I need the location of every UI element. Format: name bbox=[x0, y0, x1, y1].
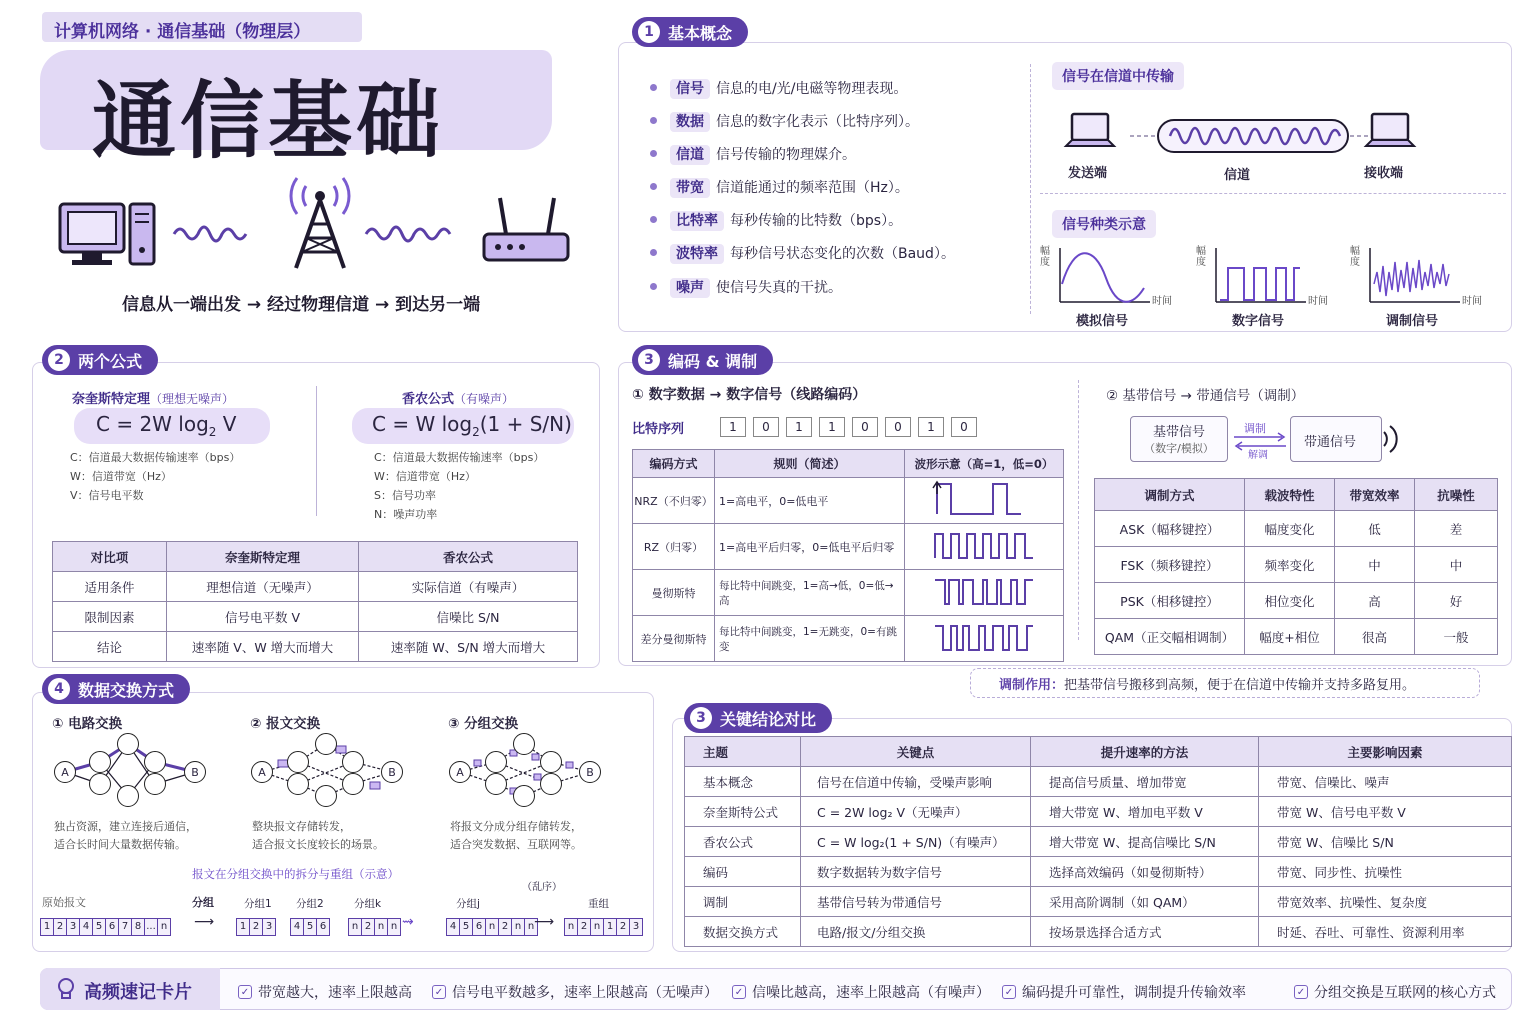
node bbox=[485, 751, 507, 773]
circuit-desc: 适合长时间大量数据传输。 bbox=[54, 838, 186, 851]
table-header: 编码方式 bbox=[633, 450, 715, 478]
modulation-note-key: 调制作用： bbox=[999, 677, 1065, 693]
node bbox=[287, 751, 309, 773]
modulated-amp-label: 幅度 bbox=[1350, 246, 1360, 268]
nyquist-var: C：信道最大数据传输速率（bps） bbox=[70, 451, 241, 464]
group2: 4 5 6 bbox=[290, 914, 329, 936]
modulated-signal-chart bbox=[1370, 248, 1460, 302]
transfer-arrow: ⇝ bbox=[402, 914, 414, 930]
table-row: 编码 数字数据转为数字信号 选择高效编码（如曼彻斯特） 带宽、同步性、抗噪性 bbox=[685, 857, 1512, 887]
node bbox=[144, 773, 166, 795]
table-header: 对比项 bbox=[53, 542, 167, 572]
memo-item: ✓ 分组交换是互联网的核心方式 bbox=[1294, 982, 1496, 1002]
digital-time-label: 时间 bbox=[1308, 296, 1328, 307]
check-icon: ✓ bbox=[238, 985, 252, 999]
recombine-label: 重组 bbox=[588, 898, 609, 910]
analog-signal-chart bbox=[1060, 248, 1150, 302]
modulate-arrow-bottom: 解调 bbox=[1248, 450, 1268, 461]
conclusion-table bbox=[684, 736, 1512, 947]
table-row: PSK（相移键控） 相位变化 高 好 bbox=[1095, 583, 1498, 619]
node-a: A bbox=[54, 761, 76, 783]
group2-label: 分组2 bbox=[296, 898, 324, 910]
check-icon: ✓ bbox=[432, 985, 446, 999]
section-4-tag: 4 数据交换方式 bbox=[42, 674, 190, 704]
nyquist-var: W：信道带宽（Hz） bbox=[70, 470, 172, 483]
section-5-tag: 3 关键结论对比 bbox=[684, 703, 832, 733]
table-row: 结论 速率随 V、W 增大而增大 速率随 W、S/N 增大而增大 bbox=[53, 632, 578, 662]
modulated-signal-label: 调制信号 bbox=[1386, 314, 1439, 329]
split-label: 分组 bbox=[192, 896, 214, 909]
table-header: 主题 bbox=[685, 737, 801, 767]
nrz-waveform bbox=[905, 478, 1064, 524]
bit-cell: 0 bbox=[951, 417, 977, 437]
bit-cell: 0 bbox=[885, 417, 911, 437]
rz-waveform bbox=[905, 524, 1064, 570]
node-a: A bbox=[449, 761, 471, 783]
node bbox=[89, 751, 111, 773]
shannon-formula: C = W $\log_2(1 + S/N)$ bbox=[372, 412, 572, 439]
line-coding-title: ① 数字数据 → 数字信号（线路编码） bbox=[632, 387, 867, 403]
lightbulb-icon bbox=[54, 976, 78, 1002]
orig-message: 1 2 3 4 5 6 7 8 ... n bbox=[40, 914, 170, 936]
table-header: 调制方式 bbox=[1095, 479, 1245, 511]
section-2-tag: 2 两个公式 bbox=[42, 345, 158, 375]
table-row: QAM（正交幅相调制） 幅度+相位 很高 一般 bbox=[1095, 619, 1498, 655]
transmission-title: 信号在信道中传输 bbox=[1052, 62, 1184, 90]
modulation-note bbox=[970, 668, 1480, 698]
group1: 1 2 3 bbox=[236, 914, 275, 936]
table-row: 曼彻斯特 每比特中间跳变，1=高→低，0=低→高 bbox=[633, 570, 1064, 616]
bit-cell: 1 bbox=[786, 417, 812, 437]
bit-cell: 1 bbox=[720, 417, 746, 437]
node bbox=[485, 773, 507, 795]
receiver-label: 接收端 bbox=[1364, 166, 1404, 181]
laptop-icon bbox=[1066, 114, 1114, 146]
baseband-label: 基带信号 bbox=[1152, 425, 1205, 440]
node bbox=[117, 733, 139, 755]
router-icon bbox=[484, 198, 568, 260]
analog-amp-label: 幅度 bbox=[1040, 246, 1050, 268]
table-row: RZ（归零） 1=高电平后归零，0=低电平后归零 bbox=[633, 524, 1064, 570]
shannon-var: C：信道最大数据传输速率（bps） bbox=[374, 451, 545, 464]
channel-label: 信道 bbox=[1224, 168, 1251, 183]
bandpass-label: 带通信号 bbox=[1304, 435, 1357, 450]
table-header: 抗噪性 bbox=[1415, 479, 1498, 511]
baseband-box bbox=[1130, 416, 1228, 462]
table-row: FSK（频移键控） 频率变化 中 中 bbox=[1095, 547, 1498, 583]
groupj: 4 5 6 n 2 n n bbox=[446, 914, 537, 936]
check-icon: ✓ bbox=[732, 985, 746, 999]
bit-cell: 0 bbox=[753, 417, 779, 437]
circuit-desc: 独占资源，建立连接后通信， bbox=[54, 820, 197, 833]
digital-amp-label: 幅度 bbox=[1196, 246, 1206, 268]
memo-item: ✓ 信噪比越高，速率上限越高（有噪声） bbox=[732, 982, 990, 1002]
coding-modulation-divider bbox=[1078, 380, 1079, 640]
split-arrow: ⟶ bbox=[194, 914, 215, 930]
formula-compare-table bbox=[52, 541, 578, 662]
check-icon: ✓ bbox=[1294, 985, 1308, 999]
node bbox=[287, 773, 309, 795]
table-row: NRZ（不归零） 1=高电平，0=低电平 bbox=[633, 478, 1064, 524]
table-row: 调制 基带信号转为带通信号 采用高阶调制（如 QAM） 带宽效率、抗噪性、复杂度 bbox=[685, 887, 1512, 917]
page-title: 通信基础 bbox=[92, 72, 445, 170]
nyquist-title: 奈奎斯特定理 bbox=[72, 392, 151, 407]
digital-signal-label: 数字信号 bbox=[1232, 314, 1285, 329]
table-row: 限制因素 信号电平数 V 信噪比 S/N bbox=[53, 602, 578, 632]
shannon-title-row bbox=[402, 388, 514, 407]
table-row: 差分曼彻斯特 每比特中间跳变，1=无跳变，0=有跳变 bbox=[633, 616, 1064, 662]
analog-signal-label: 模拟信号 bbox=[1076, 314, 1129, 329]
group1-label: 分组1 bbox=[244, 898, 272, 910]
node-b: B bbox=[579, 761, 601, 783]
packet-desc: 适合突发数据、互联网等。 bbox=[450, 838, 582, 851]
memo-item: ✓ 编码提升可靠性，调制提升传输效率 bbox=[1002, 982, 1246, 1002]
bits-label: 比特序列 bbox=[632, 422, 685, 437]
table-header: 带宽效率 bbox=[1335, 479, 1415, 511]
table-header: 香农公式 bbox=[359, 542, 578, 572]
bit-cell: 1 bbox=[918, 417, 944, 437]
flow-caption: 信息从一端出发 → 经过物理信道 → 到达另一端 bbox=[122, 295, 481, 315]
memo-card-title: 高频速记卡片 bbox=[84, 982, 192, 1003]
transmission-diagram bbox=[1060, 98, 1500, 160]
nyquist-formula: C = 2W $\log_2 V$ bbox=[96, 412, 237, 439]
manchester-waveform bbox=[905, 570, 1064, 616]
antenna-tower-icon bbox=[291, 178, 349, 268]
shannon-note: （有噪声） bbox=[454, 392, 515, 406]
packet-title: ③ 分组交换 bbox=[448, 716, 519, 732]
hero-illustration bbox=[54, 168, 574, 278]
section-3-tag: 3 编码 & 调制 bbox=[632, 345, 773, 375]
page-subtitle: 计算机网络 · 通信基础（物理层） bbox=[54, 22, 311, 42]
node bbox=[89, 773, 111, 795]
check-icon: ✓ bbox=[1002, 985, 1016, 999]
shannon-var: N：噪声功率 bbox=[374, 508, 438, 521]
modulate-arrow-top: 调制 bbox=[1244, 422, 1266, 435]
table-row: 奈奎斯特公式 C = 2W log₂ V（无噪声） 增大带宽 W、增加电平数 V 带宽 W、信号电平数 V bbox=[685, 797, 1512, 827]
nyquist-var: V：信号电平数 bbox=[70, 489, 144, 502]
packet-desc: 将报文分成分组存储转发， bbox=[450, 820, 582, 833]
section-1-hdivider bbox=[1040, 193, 1506, 194]
bit-cell: 1 bbox=[819, 417, 845, 437]
table-header: 奈奎斯特定理 bbox=[167, 542, 359, 572]
message-title: ② 报文交换 bbox=[250, 716, 321, 732]
groupk-label: 分组k bbox=[354, 898, 382, 910]
nyquist-note: （理想无噪声） bbox=[150, 392, 235, 406]
signal-types-diagram bbox=[1040, 244, 1510, 308]
groupj-label: 分组j bbox=[456, 898, 480, 910]
table-header: 关键点 bbox=[801, 737, 1031, 767]
bit-cell: 0 bbox=[852, 417, 878, 437]
modulation-note-text: 把基带信号搬移到高频，便于在信道中传输并支持多路复用。 bbox=[1064, 677, 1416, 693]
table-header: 波形示意（高=1，低=0） bbox=[905, 450, 1064, 478]
recombine-arrow: ⟶ bbox=[534, 914, 555, 930]
node bbox=[342, 773, 364, 795]
shannon-var: W：信道带宽（Hz） bbox=[374, 470, 476, 483]
section-1-divider bbox=[1030, 64, 1031, 314]
circuit-title: ① 电路交换 bbox=[52, 716, 123, 732]
node bbox=[144, 751, 166, 773]
message-desc: 适合报文长度较长的场景。 bbox=[252, 838, 384, 851]
nyquist-title-row bbox=[72, 388, 234, 407]
concept-list: 信号 信息的电/光/电磁等物理表现。 数据 信息的数字化表示（比特序列）。 信道 信号传输的物理媒介。 带宽 信道能通过的频率范围（Hz）。 比特率 每秒传输的比特数（bps）。 波特率 每秒信号状态变化的次数（Baud）。 噪声 使信号失真的干扰。 bbox=[650, 72, 1020, 312]
reorder-label: （乱序） bbox=[522, 882, 562, 893]
table-row: 香农公式 C = W log₂(1 + S/N)（有噪声） 增大带宽 W、提高信噪比 S/N 带宽 W、信噪比 S/N bbox=[685, 827, 1512, 857]
modulation-table bbox=[1094, 478, 1498, 655]
node-a: A bbox=[251, 761, 273, 783]
node bbox=[513, 733, 535, 755]
antenna-wave-icon bbox=[1380, 420, 1404, 458]
node bbox=[513, 785, 535, 807]
table-header: 主要影响因素 bbox=[1259, 737, 1512, 767]
memo-item: ✓ 信号电平数越多，速率上限越高（无噪声） bbox=[432, 982, 718, 1002]
sender-label: 发送端 bbox=[1068, 166, 1108, 181]
computer-icon bbox=[60, 204, 154, 265]
line-coding-table bbox=[632, 449, 1064, 662]
diff-manchester-waveform bbox=[905, 616, 1064, 662]
table-row: 适用条件 理想信道（无噪声） 实际信道（有噪声） bbox=[53, 572, 578, 602]
node bbox=[315, 785, 337, 807]
node bbox=[342, 751, 364, 773]
table-row: ASK（幅移键控） 幅度变化 低 差 bbox=[1095, 511, 1498, 547]
memo-item: ✓ 带宽越大，速率上限越高 bbox=[238, 982, 412, 1002]
node bbox=[117, 785, 139, 807]
table-row: 基本概念 信号在信道中传输，受噪声影响 提高信号质量、增加带宽 带宽、信噪比、噪声 bbox=[685, 767, 1512, 797]
formula-divider bbox=[316, 386, 317, 516]
table-header: 载波特性 bbox=[1245, 479, 1335, 511]
groupk: n 2 n n bbox=[348, 914, 400, 936]
node bbox=[540, 751, 562, 773]
message-desc: 整块报文存储转发， bbox=[252, 820, 351, 833]
node bbox=[540, 773, 562, 795]
node-b: B bbox=[184, 761, 206, 783]
node-b: B bbox=[381, 761, 403, 783]
baseband-sub: （数字/模拟） bbox=[1144, 442, 1214, 455]
analog-time-label: 时间 bbox=[1152, 296, 1172, 307]
digital-signal-chart bbox=[1216, 248, 1306, 302]
laptop-icon bbox=[1366, 114, 1414, 146]
orig-label: 原始报文 bbox=[42, 896, 86, 909]
modulated-time-label: 时间 bbox=[1462, 296, 1482, 307]
section-1-tag: 1 基本概念 bbox=[632, 17, 748, 47]
shannon-title: 香农公式 bbox=[402, 392, 455, 407]
table-header: 提升速率的方法 bbox=[1031, 737, 1259, 767]
shannon-var: S：信号功率 bbox=[374, 489, 436, 502]
signal-types-title: 信号种类示意 bbox=[1052, 210, 1156, 238]
modulation-title: ② 基带信号 → 带通信号（调制） bbox=[1106, 388, 1305, 404]
node bbox=[315, 733, 337, 755]
final-message: n 2 n 1 2 3 bbox=[564, 914, 642, 936]
table-header: 规则（简述） bbox=[715, 450, 905, 478]
packet-flow-title: 报文在分组交换中的拆分与重组（示意） bbox=[192, 867, 399, 881]
table-row: 数据交换方式 电路/报文/分组交换 按场景选择合适方式 时延、吞吐、可靠性、资源利用率 bbox=[685, 917, 1512, 947]
